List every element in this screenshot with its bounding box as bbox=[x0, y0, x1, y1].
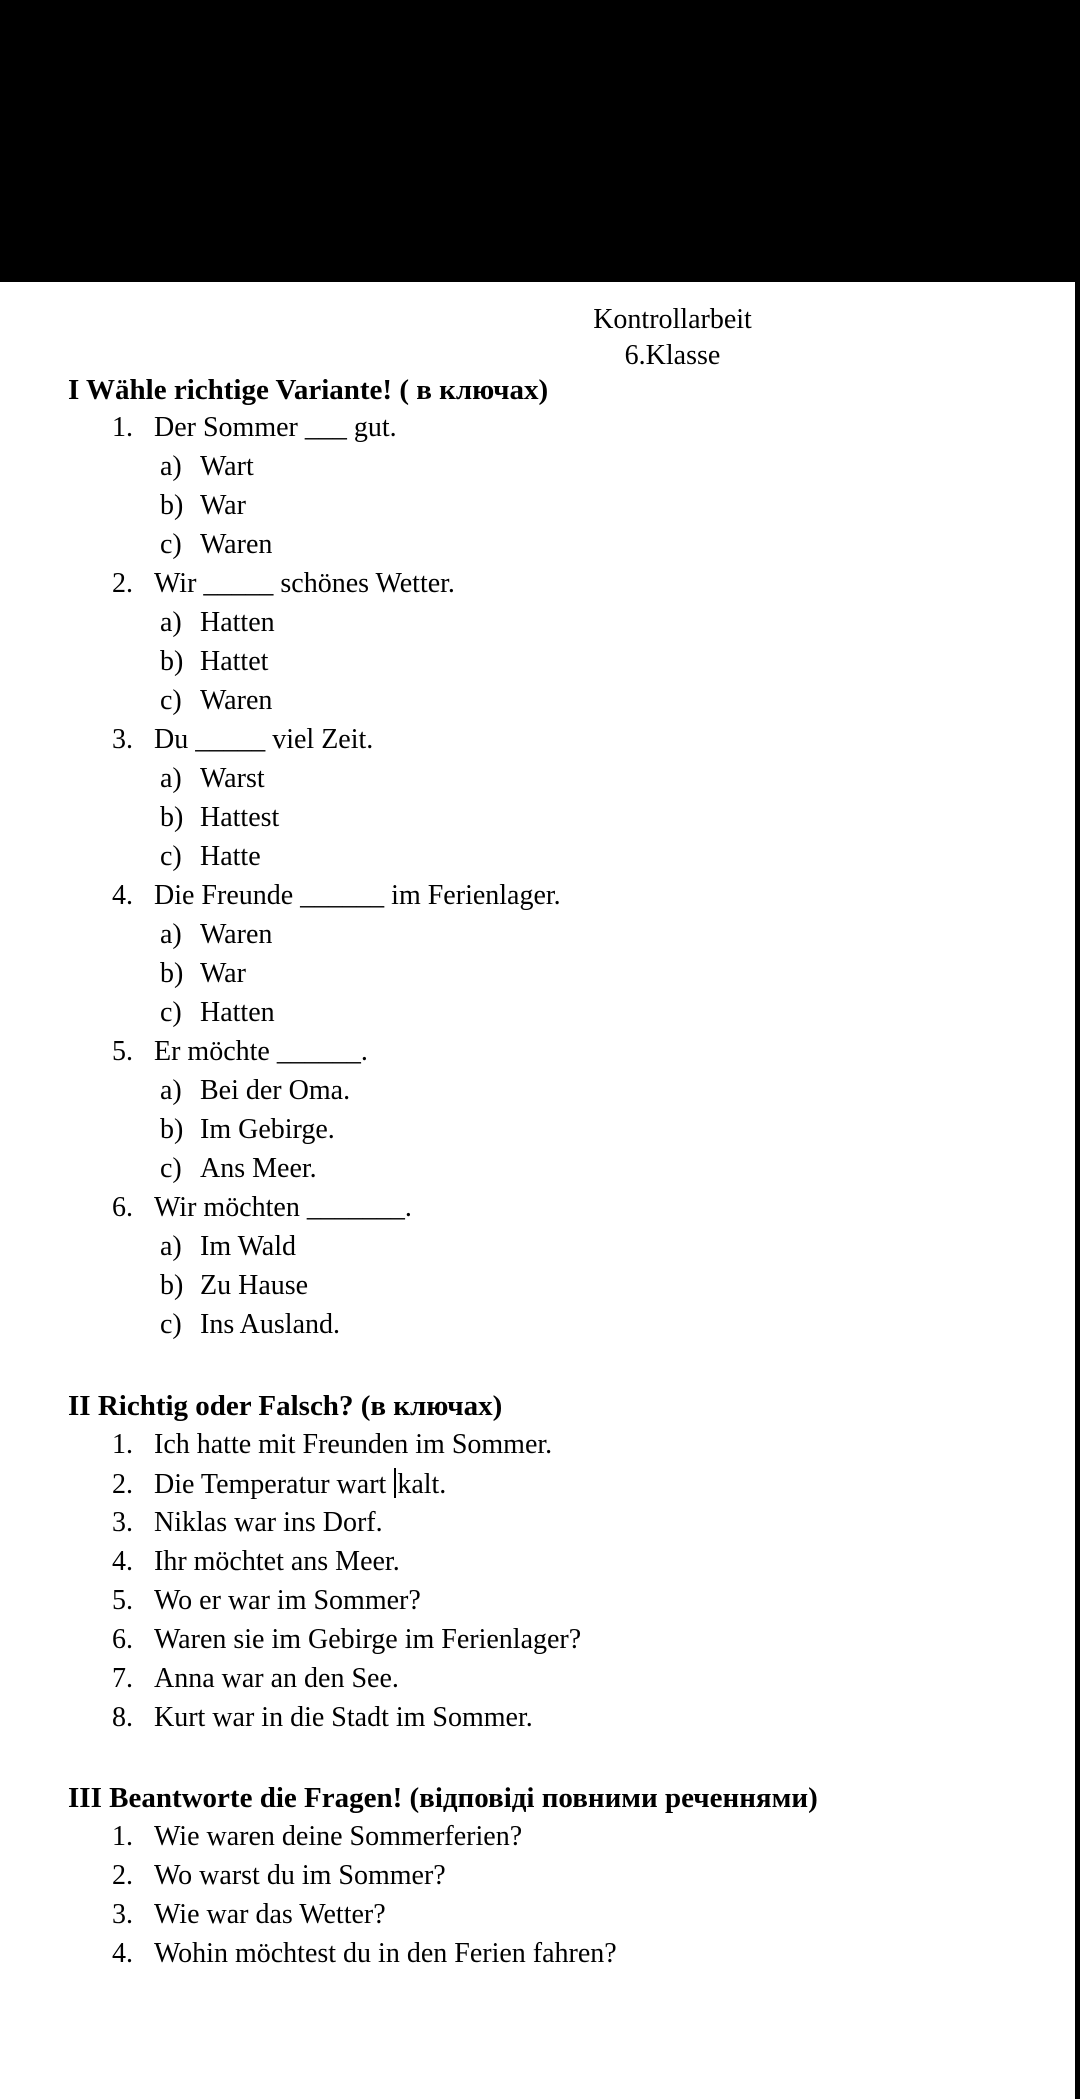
text-cursor bbox=[394, 1468, 396, 1498]
question-4: 4. Die Freunde ______ im Ferienlager. bbox=[112, 880, 561, 911]
document-title: Kontrollarbeit bbox=[593, 304, 752, 335]
section-2-heading: II Richtig oder Falsch? (в ключах) bbox=[68, 1390, 503, 1422]
statement-6: 6. Waren sie im Gebirge im Ferienlager? bbox=[112, 1624, 582, 1655]
question-6: 6. Wir möchten _______. bbox=[112, 1192, 412, 1223]
right-black-edge bbox=[1075, 282, 1080, 2099]
statement-3: 3. Niklas war ins Dorf. bbox=[112, 1507, 383, 1538]
question-iii-2: 2. Wo warst du im Sommer? bbox=[112, 1860, 446, 1891]
option-2a: a) Hatten bbox=[160, 607, 275, 638]
question-1: 1. Der Sommer ___ gut. bbox=[112, 412, 397, 443]
document-page bbox=[0, 282, 1075, 2099]
question-3: 3. Du _____ viel Zeit. bbox=[112, 724, 374, 755]
statement-1: 1. Ich hatte mit Freunden im Sommer. bbox=[112, 1429, 553, 1460]
option-1c: c) Waren bbox=[160, 529, 273, 560]
option-3c: c) Hatte bbox=[160, 841, 261, 872]
option-1a: a) Wart bbox=[160, 451, 254, 482]
option-2c: c) Waren bbox=[160, 685, 273, 716]
question-5: 5. Er möchte ______. bbox=[112, 1036, 368, 1067]
option-2b: b) Hattet bbox=[160, 646, 269, 677]
option-3a: a) Warst bbox=[160, 763, 265, 794]
question-iii-3: 3. Wie war das Wetter? bbox=[112, 1899, 386, 1930]
document-subtitle: 6.Klasse bbox=[624, 340, 721, 371]
question-iii-4: 4. Wohin möchtest du in den Ferien fahren? bbox=[112, 1938, 617, 1969]
option-6c: c) Ins Ausland. bbox=[160, 1309, 340, 1340]
option-4b: b) War bbox=[160, 958, 246, 989]
section-1-heading: I Wähle richtige Variante! ( в ключах) bbox=[68, 374, 549, 406]
option-1b: b) War bbox=[160, 490, 246, 521]
question-2: 2. Wir _____ schönes Wetter. bbox=[112, 568, 455, 599]
statement-4: 4. Ihr möchtet ans Meer. bbox=[112, 1546, 400, 1577]
section-3-heading: III Beantworte die Fragen! (відповіді повними реченнями) bbox=[68, 1782, 818, 1814]
statement-5: 5. Wo er war im Sommer? bbox=[112, 1585, 421, 1616]
top-black-bar bbox=[0, 0, 1080, 282]
statement-2: 2. Die Temperatur wart kalt. bbox=[112, 1469, 447, 1500]
statement-7: 7. Anna war an den See. bbox=[112, 1663, 399, 1694]
option-5a: a) Bei der Oma. bbox=[160, 1075, 351, 1106]
statement-8: 8. Kurt war in die Stadt im Sommer. bbox=[112, 1702, 533, 1733]
option-4c: c) Hatten bbox=[160, 997, 275, 1028]
option-5b: b) Im Gebirge. bbox=[160, 1114, 335, 1145]
option-5c: c) Ans Meer. bbox=[160, 1153, 317, 1184]
option-6b: b) Zu Hause bbox=[160, 1270, 309, 1301]
option-3b: b) Hattest bbox=[160, 802, 280, 833]
option-6a: a) Im Wald bbox=[160, 1231, 296, 1262]
question-iii-1: 1. Wie waren deine Sommerferien? bbox=[112, 1821, 523, 1852]
option-4a: a) Waren bbox=[160, 919, 273, 950]
